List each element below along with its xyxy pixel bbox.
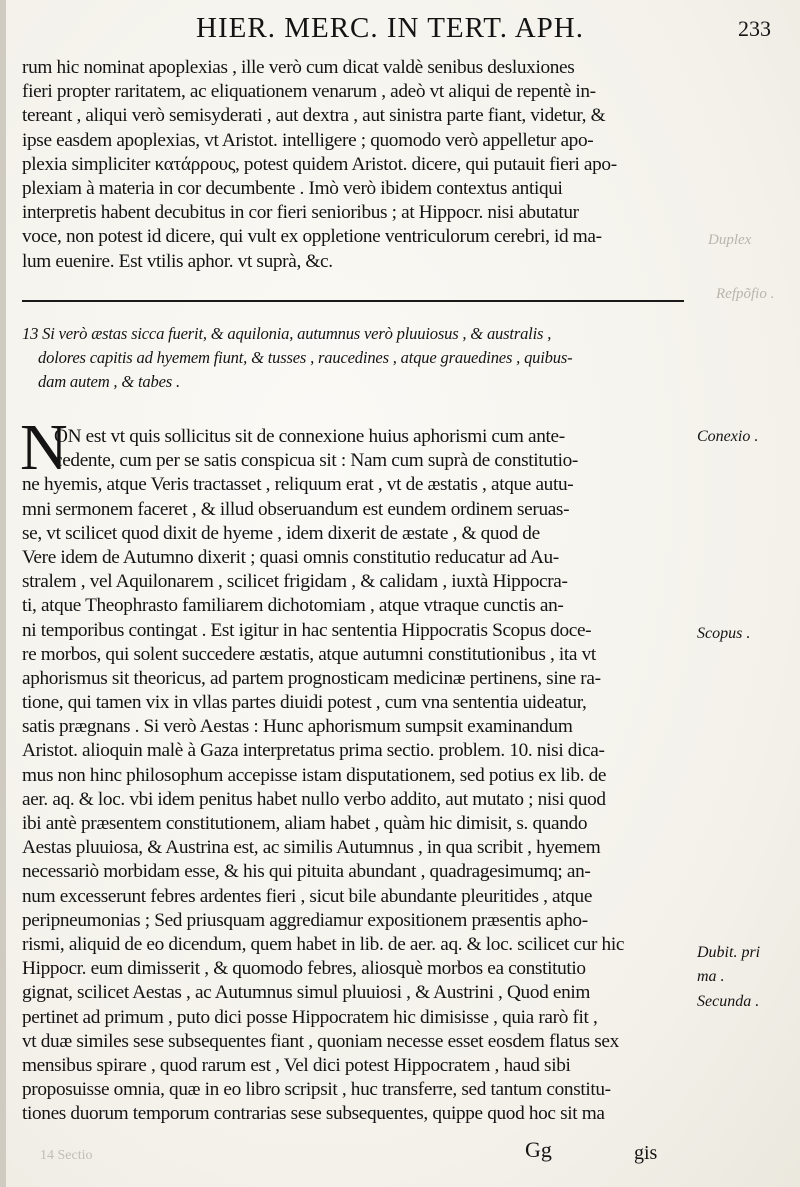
text-line: plexia simpliciter κατάρρους, potest quidem Aristot. dicere, qui putauit fieri apo- [22, 153, 617, 175]
text-line: Aristot. alioquin malè à Gaza interpretatus prima sectio. problem. 10. nisi dica- [22, 740, 605, 762]
signature-mark: Gg [525, 1137, 552, 1162]
text-line: Vere idem de Autumno dixerit ; quasi omnis constitutio reducatur ad Au- [22, 546, 559, 568]
show-through-margin-1: Duplex [708, 232, 752, 248]
text-line: tione, qui tamen vix in vllas partes diuidi potest , cum vna sententia uideatur, [22, 692, 587, 714]
text-line: necessariò morbidam esse, & his qui pituita abundant , quadragesimumq; an- [22, 861, 591, 883]
margin-note-secunda: Secunda . [697, 993, 760, 1010]
text-line: interpretis habent decubitus in cor fieri senioribus ; at Hippocr. nisi abutatur [22, 202, 579, 224]
text-line: mensibus spirare , quod rarum est , Vel dici potest Hippocratem , haud sibi [22, 1054, 571, 1076]
text-line: Aestas pluuiosa, & Austrina est, ac similis Autumnus , in qua scribit , hyemem [22, 837, 601, 859]
text-line: fieri propter raritatem, ac eliquationem venarum , adeò vt aliqui de repentè in- [22, 81, 596, 103]
commentary-paragraph [22, 425, 687, 1126]
drop-cap: N [20, 411, 68, 484]
section-rule [22, 300, 684, 302]
text-line: aphorismus sit theoricus, ad partem prognosticam medicinæ pertinens, sine ra- [22, 667, 601, 689]
text-line: tiones duorum temporum contrarias sese subsequentes, quippe quod hoc sit ma [22, 1103, 605, 1125]
text-line: re morbos, qui solent succedere æstatis, atque autumni constitutionibus , ita vt [22, 643, 596, 665]
text-line: aer. aq. & loc. vbi idem penitus habet nullo verbo addito, aut mutato ; nisi quod [22, 788, 606, 810]
text-line: ipse easdem apoplexias, vt Aristot. intelligere ; quomodo verò appelletur apo- [22, 129, 594, 151]
text-line: rum hic nominat apoplexias , ille verò cum dicat valdè senibus desluxiones [22, 57, 575, 78]
top-paragraph [22, 56, 687, 274]
running-header: HIER. MERC. IN TERT. APH. [196, 12, 584, 44]
text-line: peripneumonias ; Sed priusquam aggrediamur expositionem præsentis apho- [22, 909, 588, 931]
text-line: mus non hinc philosophum accepisse istam disputationem, sed potius ex lib. de [22, 764, 607, 786]
text-line: lum euenire. Est vtilis aphor. vt suprà, &c. [22, 250, 333, 272]
margin-note-dubit-1: Dubit. pri [697, 944, 761, 961]
text-line: ti, atque Theophrasto familiarem dichotomiam , atque vtraque cunctis an- [22, 595, 564, 617]
catchword: gis [634, 1142, 658, 1164]
text-line: rismi, aliquid de eo dicendum, quem habet in lib. de aer. aq. & loc. scilicet cur hic [22, 933, 625, 955]
text-line: tereant , aliqui verò semisyderati , aut dextra , aut sinistra parte fiant, videtur, & [22, 105, 606, 127]
page-gutter-edge [0, 0, 6, 1187]
text-line: mni sermonem faceret , & illud obseruandum est eundem ordinem seruas- [22, 498, 570, 520]
text-line: plexiam à materia in cor decumbente . Imò verò ibidem contextus antiqui [22, 177, 563, 199]
margin-note-conexio: Conexio . [697, 428, 759, 445]
margin-note-scopus: Scopus . [697, 625, 751, 642]
text-line: cedente, cum per se satis conspicua sit : Nam cum suprà de constitutio- [54, 450, 578, 472]
text-line: se, vt scilicet quod dixit de hyeme , idem dixerit de æstate , & quod de [22, 522, 540, 544]
aphorism-text [22, 322, 692, 394]
aphorism-line: dam autem , & tabes . [38, 372, 180, 391]
text-line: proposuisse omnia, quæ in eo libro scripsit , huc transferre, sed tantum constitu- [22, 1079, 611, 1101]
text-line: pertinet ad primum , puto dici posse Hippocratem hic dimisisse , quia rarò fit , [22, 1006, 598, 1028]
text-line: Hippocr. eum dimisserit , & quomodo febres, aliosquè morbos ea constitutio [22, 958, 586, 980]
page-number: 233 [738, 16, 771, 41]
text-line: satis prægnans . Si verò Aestas : Hunc aphorismum sumpsit examinandum [22, 716, 573, 738]
text-line: vt duæ similes sese subsequentes fiant , quoniam necesse esset eosdem flatus sex [22, 1030, 619, 1052]
text-line: voce, non potest id dicere, qui vult ex oppletione ventriculorum cerebri, id ma- [22, 226, 602, 248]
text-line: num excesserunt febres ardentes fieri , sicut bile abundante pleuritides , atque [22, 885, 593, 907]
text-line: ne hyemis, atque Veris tractasset , reliquum erat , vt de æstatis , atque autu- [22, 474, 574, 496]
text-line: ni temporibus contingat . Est igitur in hac sententia Hippocratis Scopus doce- [22, 619, 592, 641]
show-through-margin-2: Refpõfio . [716, 286, 775, 302]
aphorism-line: 13 Si verò æstas sicca fuerit, & aquilonia, autumnus verò pluuiosus , & australis , [22, 324, 552, 343]
text-line: ON est vt quis sollicitus sit de connexione huius aphorismi cum ante- [54, 426, 565, 447]
text-line: gignat, scilicet Aestas , ac Autumnus simul pluuiosi , & Austrini , Quod enim [22, 982, 591, 1004]
margin-note-dubit-2: ma . [697, 968, 725, 985]
text-line: stralem , vel Aquilonarem , scilicet frigidam , & calidam , iuxtà Hippocra- [22, 571, 568, 593]
aphorism-line: dolores capitis ad hyemem fiunt, & tusses , raucedines , atque grauedines , quibus- [38, 348, 573, 367]
text-line: ibi antè præsentem constitutionem, aliam habet , quàm hic dimisit, s. quando [22, 813, 588, 834]
show-through-footer: 14 Sectio [40, 1148, 93, 1163]
